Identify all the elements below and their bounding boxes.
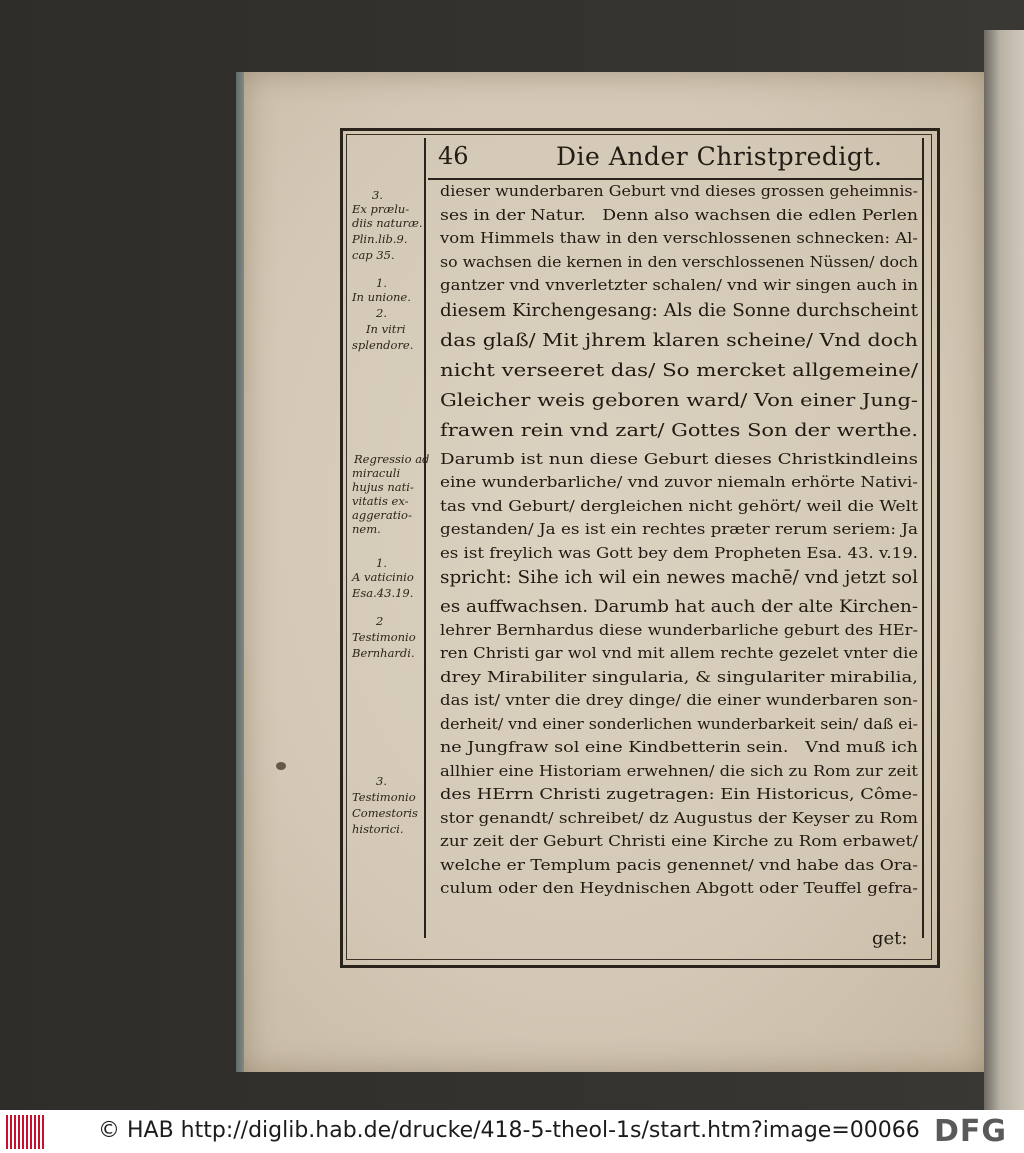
text-line: culum oder den Heydnischen Abgott oder Teuffel gefra- bbox=[440, 879, 918, 897]
running-head: Die Ander Christpredigt. bbox=[556, 142, 883, 171]
text-line: das ist/ vnter die drey dinge/ die einer wunderbaren son- bbox=[440, 691, 918, 709]
catchword: get: bbox=[872, 928, 908, 949]
text-line: spricht: Sihe ich wil ein newes machē/ vnd jetzt sol bbox=[440, 567, 918, 588]
text-line: stor genandt/ schreibet/ dz Augustus der Keyser zu Rom bbox=[440, 808, 918, 827]
text-line: derheit/ vnd einer sonderlichen wunderbarkeit sein/ daß ei- bbox=[440, 714, 918, 733]
text-line: drey Mirabiliter singularia, & singulariter mirabilia, bbox=[440, 667, 918, 686]
margin-note: A vaticinio bbox=[352, 570, 414, 584]
margin-note: Testimonio bbox=[352, 790, 416, 804]
text-line: ne Jungfraw sol eine Kindbetterin sein. Vnd muß ich bbox=[440, 738, 918, 756]
viewer-footer bbox=[0, 1110, 1024, 1153]
margin-note: In vitri bbox=[366, 322, 406, 336]
margin-note: Ex prælu- bbox=[352, 202, 410, 216]
text-line: nicht verseeret das/ So mercket allgemeine/ bbox=[440, 359, 918, 381]
ink-smudge bbox=[276, 762, 286, 770]
text-line: tas vnd Geburt/ dergleichen nicht gehört/ weil die Welt bbox=[440, 496, 918, 515]
text-line: welche er Templum pacis genennet/ vnd habe das Ora- bbox=[440, 855, 918, 874]
text-line: Gleicher weis geboren ward/ Von einer Jung- bbox=[440, 389, 918, 411]
text-line: diesem Kirchengesang: Als die Sonne durchscheint bbox=[440, 299, 918, 321]
text-line: Darumb ist nun diese Geburt dieses Christkindleins bbox=[440, 449, 918, 468]
text-line: des HErrn Christi zugetragen: Ein Historicus, Côme- bbox=[440, 785, 918, 803]
margin-note: 1. bbox=[376, 556, 387, 570]
copyright-url: © HAB http://diglib.hab.de/drucke/418-5-theol-1s/start.htm?image=00066 bbox=[98, 1118, 920, 1143]
margin-note: cap 35. bbox=[352, 248, 395, 262]
page-number: 46 bbox=[438, 142, 469, 170]
text-line: das glaß/ Mit jhrem klaren scheine/ Vnd doch bbox=[440, 329, 918, 351]
margin-note: 3. bbox=[372, 188, 383, 202]
margin-note: nem. bbox=[352, 522, 381, 536]
text-line: zur zeit der Geburt Christi eine Kirche zu Rom erbawet/ bbox=[440, 832, 918, 850]
margin-note: 1. bbox=[376, 276, 387, 290]
text-line: allhier eine Historiam erwehnen/ die sich zu Rom zur zeit bbox=[440, 761, 918, 780]
text-line: es ist freylich was Gott bey dem Propheten Esa. 43. v.19. bbox=[440, 543, 918, 562]
text-line: ren Christi gar wol vnd mit allem rechte gezelet vnter die bbox=[440, 644, 918, 662]
margin-note: hujus nati- bbox=[352, 480, 414, 494]
margin-note: diis naturæ. bbox=[352, 216, 423, 230]
hab-logo-icon bbox=[6, 1115, 46, 1149]
page-header bbox=[438, 142, 918, 176]
margin-note: miraculi bbox=[352, 466, 401, 480]
text-line: vom Himmels thaw in den verschlossenen schnecken: Al- bbox=[440, 229, 918, 247]
adjacent-page-edge bbox=[984, 30, 1024, 1110]
margin-note: 2. bbox=[376, 306, 387, 320]
margin-divider bbox=[424, 138, 426, 938]
margin-note: vitatis ex- bbox=[352, 494, 409, 508]
text-line: gestanden/ Ja es ist ein rechtes præter rerum seriem: Ja bbox=[440, 520, 918, 538]
text-line: dieser wunderbaren Geburt vnd dieses grossen geheimnis- bbox=[440, 182, 918, 200]
text-line: es auffwachsen. Darumb hat auch der alte Kirchen- bbox=[440, 597, 918, 617]
margin-note: Comestoris bbox=[352, 806, 418, 820]
margin-note: splendore. bbox=[352, 338, 414, 352]
dfg-logo: DFG bbox=[934, 1114, 1008, 1149]
margin-note: 2 bbox=[376, 614, 384, 628]
margin-note: Esa.43.19. bbox=[352, 586, 414, 600]
margin-note: Plin.lib.9. bbox=[352, 232, 408, 246]
margin-note: historici. bbox=[352, 822, 404, 836]
header-divider bbox=[428, 178, 922, 180]
text-line: eine wunderbarliche/ vnd zuvor niemaln erhörte Nativi- bbox=[440, 473, 918, 491]
margin-note: In unione. bbox=[352, 290, 411, 304]
right-divider bbox=[922, 138, 924, 938]
margin-note: 3. bbox=[376, 774, 387, 788]
margin-note: Regressio ad bbox=[354, 452, 430, 466]
margin-note: Bernhardi. bbox=[352, 646, 415, 660]
text-line: ses in der Natur. Denn also wachsen die edlen Perlen bbox=[440, 205, 918, 224]
text-line: gantzer vnd vnverletzter schalen/ vnd wir singen auch in bbox=[440, 276, 918, 294]
margin-note: aggeratio- bbox=[352, 508, 412, 522]
text-line: frawen rein vnd zart/ Gottes Son der werthe. bbox=[440, 419, 918, 441]
text-line: lehrer Bernhardus diese wunderbarliche geburt des HEr- bbox=[440, 620, 918, 639]
margin-note: Testimonio bbox=[352, 630, 416, 644]
text-line: so wachsen die kernen in den verschlossenen Nüssen/ doch bbox=[440, 252, 918, 271]
